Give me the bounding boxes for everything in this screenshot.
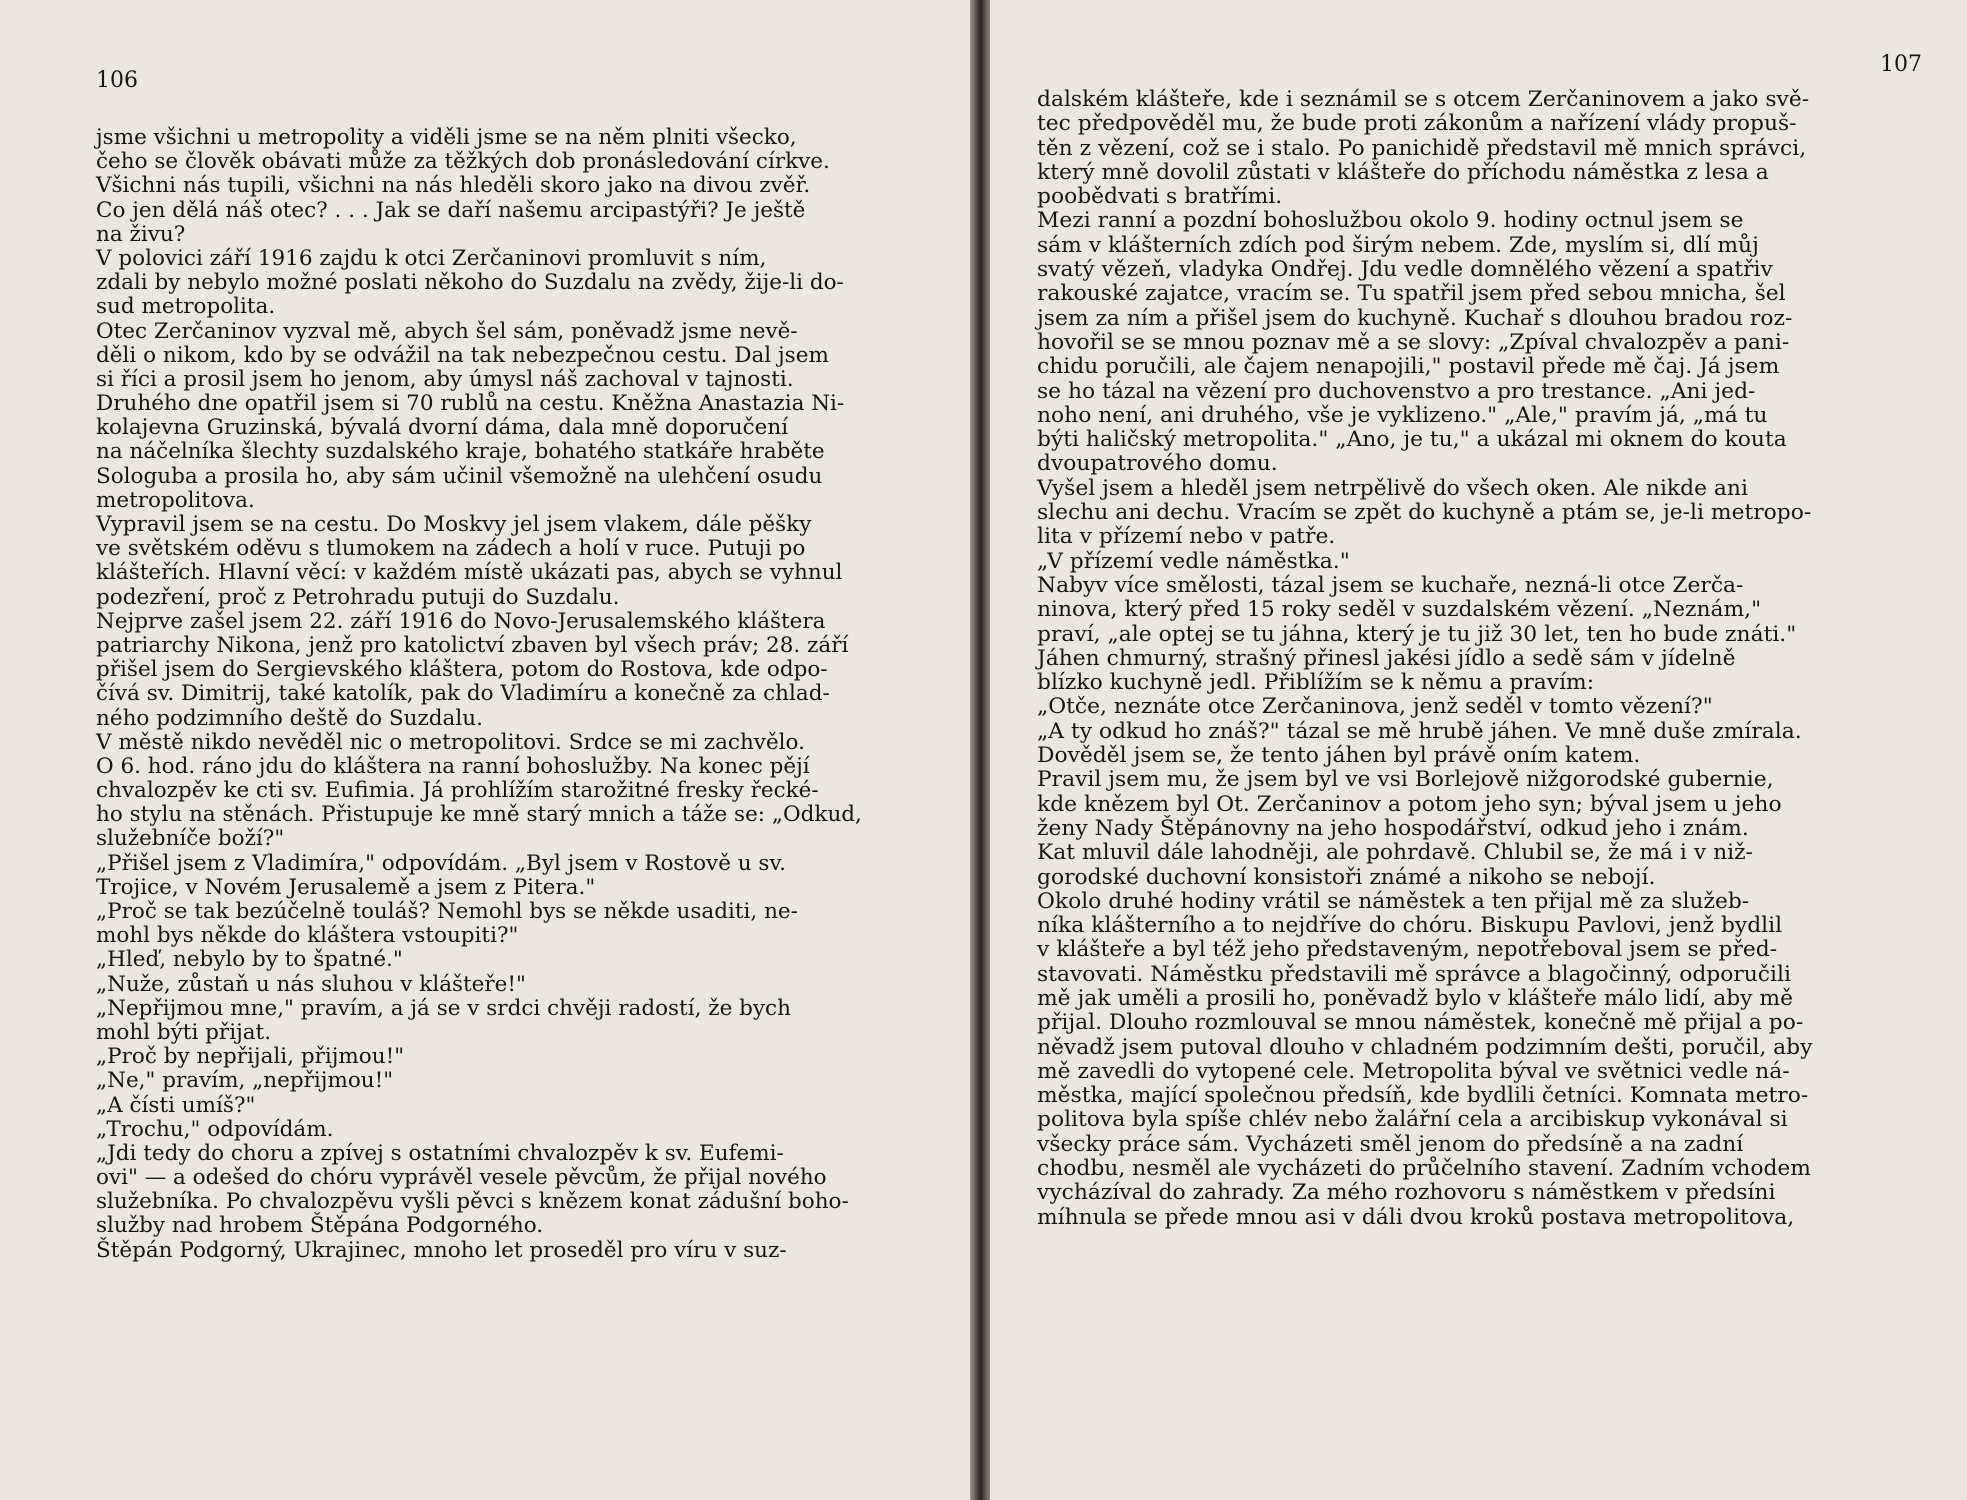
text-line: něvadž jsem putoval dlouho v chladném podzimním dešti, poručil, aby: [1037, 1034, 1813, 1060]
text-line: Mezi ranní a pozdní bohoslužbou okolo 9. hodiny octnul jsem se: [1037, 208, 1744, 234]
page-number: 106: [96, 68, 138, 93]
text-line: dvoupatrového domu.: [1037, 451, 1278, 477]
text-line: přišel jsem do Sergievského kláštera, potom do Rostova, kde odpo-: [96, 657, 828, 683]
text-line: „V přízemí vedle náměstka.": [1037, 548, 1350, 574]
text-line: gorodské duchovní konsistoři známé a nikoho se nebojí.: [1037, 864, 1656, 890]
text-line: „A ty odkud ho znáš?" tázal se mě hrubě jáhen. Ve mně duše zmírala.: [1037, 718, 1802, 744]
text-line: kolajevna Gruzinská, bývalá dvorní dáma, dala mně doporučení: [96, 415, 789, 441]
text-line: na živu?: [96, 221, 186, 247]
text-line: Štěpán Podgorný, Ukrajinec, mnoho let proseděl pro víru v suz-: [96, 1237, 787, 1263]
text-line: Nabyv více smělosti, tázal jsem se kuchaře, nezná-li otce Zerča-: [1037, 572, 1744, 598]
text-line: slechu ani dechu. Vracím se zpět do kuchyně a ptám se, je-li metropo-: [1037, 500, 1812, 526]
text-line: „A čísti umíš?": [96, 1092, 256, 1118]
text-line: služebníka. Po chvalozpěvu vyšli pěvci s knězem konat zádušní boho-: [96, 1189, 849, 1215]
text-line: čeho se člověk obávati může za těžkých dob pronásledování církve.: [96, 149, 830, 175]
text-line: „Nuže, zůstaň u nás sluhou v klášteře!": [96, 971, 526, 997]
text-line: v klášteře a byl též jeho představeným, nepotřeboval jsem se před-: [1037, 937, 1778, 963]
text-line: na náčelníka šlechty suzdalského kraje, bohatého statkáře hraběte: [96, 439, 825, 465]
text-line: „Otče, neznáte otce Zerčaninova, jenž seděl v tomto vězení?": [1037, 694, 1713, 720]
text-line: O 6. hod. ráno jdu do kláštera na ranní bohoslužby. Na konec pějí: [96, 753, 810, 779]
text-line: služby nad hrobem Štěpána Podgorného.: [96, 1213, 544, 1239]
text-line: níka klášterního a to nejdříve do chóru. Biskupu Pavlovi, jenž bydlil: [1037, 913, 1783, 939]
text-line: svatý vězeň, vladyka Ondřej. Jdu vedle domnělého vězení a spatřiv: [1037, 257, 1773, 283]
text-line: mě zavedli do vytopené cele. Metropolita býval ve světnici vedle ná-: [1037, 1058, 1790, 1084]
text-line: vycházíval do zahrady. Za mého rozhovoru s náměstkem v předsíni: [1037, 1180, 1776, 1206]
text-line: „Nepřijmou mne," pravím, a já se v srdci chvěji radostí, že bych: [96, 995, 791, 1021]
text-line: blízko kuchyně jedl. Přiblížím se k němu a pravím:: [1037, 670, 1595, 696]
text-line: ovi" — a odešed do chóru vyprávěl vesele pěvcům, že přijal nového: [96, 1165, 827, 1191]
text-line: Dověděl jsem se, že tento jáhen byl právě oním katem.: [1037, 743, 1641, 769]
text-line: Trojice, v Novém Jerusalemě a jsem z Pitera.": [96, 874, 596, 900]
book-gutter: [970, 0, 990, 1500]
text-line: mě jak uměli a prosili ho, poněvadž bylo v klášteře málo lidí, aby mě: [1037, 985, 1793, 1011]
text-line: služebníče boží?": [96, 826, 285, 852]
text-line: jsme všichni u metropolity a viděli jsme se na něm plniti všecko,: [96, 125, 797, 150]
text-line: chodbu, nesměl ale vycházeti do průčelního stavení. Zadním vchodem: [1037, 1156, 1811, 1182]
text-line: „Proč by nepřijali, přijmou!": [96, 1044, 405, 1070]
text-line: Otec Zerčaninov vyzval mě, abych šel sám, poněvadž jsme nevě-: [96, 318, 798, 344]
text-line: „Hleď, nebylo by to špatné.": [96, 947, 403, 973]
text-line: V polovici září 1916 zajdu k otci Zerčaninovi promluvit s ním,: [96, 245, 767, 271]
text-line: Okolo druhé hodiny vrátil se náměstek a ten přijal mě za služeb-: [1037, 888, 1750, 914]
text-line: chvalozpěv ke cti sv. Eufimia. Já prohlížím starožitné fresky řecké-: [96, 778, 819, 804]
text-line: Pravil jsem mu, že jsem byl ve vsi Borlejově nižgorodské gubernie,: [1037, 767, 1774, 793]
page-text: [1037, 88, 1897, 1230]
text-line: sud metropolita.: [96, 294, 276, 320]
text-line: sám v klášterních zdích pod širým nebem. Zde, myslím si, dlí můj: [1037, 232, 1759, 258]
text-line: „Proč se tak bezúčelně touláš? Nemohl bys se někde usaditi, ne-: [96, 899, 798, 924]
right-page: [990, 0, 1967, 1500]
text-line: ve světském oděvu s tlumokem na zádech a holí v ruce. Putuji po: [96, 536, 806, 562]
text-line: „Přišel jsem z Vladimíra," odpovídám. „Byl jsem v Rostově u sv.: [96, 850, 786, 876]
text-line: „Jdi tedy do choru a zpívej s ostatními chvalozpěv k sv. Eufemi-: [96, 1140, 784, 1166]
text-line: patriarchy Nikona, jenž pro katolictví zbaven byl všech práv; 28. září: [96, 632, 849, 658]
text-line: Jáhen chmurný, strašný přinesl jakési jídlo a sedě sám v jídelně: [1037, 645, 1736, 671]
text-line: býti haličský metropolita." „Ano, je tu," a ukázal mi oknem do kouta: [1037, 427, 1787, 453]
text-line: podezření, proč z Petrohradu putuji do Suzdalu.: [96, 584, 620, 610]
text-line: ho stylu na stěnách. Přistupuje ke mně starý mnich a táže se: „Odkud,: [96, 802, 862, 828]
text-line: stavovati. Náměstku představili mě správce a blagočinný, odporučili: [1037, 961, 1791, 987]
text-line: Druhého dne opatřil jsem si 70 rublů na cestu. Kněžna Anastazia Ni-: [96, 391, 845, 417]
text-line: hovořil se se mnou poznav mě a se slovy: „Zpíval chvalozpěv a pani-: [1037, 329, 1790, 355]
text-line: Co jen dělá náš otec? . . . Jak se daří našemu arcipastýři? Je ještě: [96, 197, 806, 223]
text-line: děli o nikom, kdo by se odvážil na tak nebezpečnou cestu. Dal jsem: [96, 342, 829, 368]
left-page: [0, 0, 970, 1500]
text-line: klášteřích. Hlavní věcí: v každém místě ukázati pas, abych se vyhnul: [96, 560, 843, 586]
text-line: si říci a prosil jsem ho jenom, aby úmysl náš zachoval v tajnosti.: [96, 366, 794, 392]
text-line: přijal. Dlouho rozmlouval se mnou náměstek, konečně mě přijal a po-: [1037, 1010, 1804, 1036]
text-line: lita v přízemí nebo v patře.: [1037, 524, 1336, 550]
text-line: jsem za ním a přišel jsem do kuchyně. Kuchař s dlouhou bradou roz-: [1037, 305, 1793, 331]
text-line: Vyšel jsem a hleděl jsem netrpělivě do všech oken. Ale nikde ani: [1037, 475, 1748, 501]
text-line: mohl býti přijat.: [96, 1019, 272, 1045]
text-line: metropolitova.: [96, 487, 255, 513]
text-line: těn z vězení, což se i stalo. Po panichidě představil mě mnich správci,: [1037, 135, 1807, 161]
text-line: chidu poručili, ale čajem nenapojili," postavil přede mě čaj. Já jsem: [1037, 354, 1780, 380]
text-line: „Trochu," odpovídám.: [96, 1116, 334, 1142]
text-line: Nejprve zašel jsem 22. září 1916 do Novo-Jerusalemského kláštera: [96, 608, 826, 634]
text-line: ninova, který před 15 roky seděl v suzdalském vězení. „Neznám,": [1037, 597, 1762, 623]
text-line: čívá sv. Dimitrij, také katolík, pak do Vladimíru a konečně za chlad-: [96, 681, 830, 707]
text-line: rakouské zajatce, vracím se. Tu spatřil jsem před sebou mnicha, šel: [1037, 281, 1786, 307]
text-line: tec předpověděl mu, že bude proti zákonům a nařízení vlády propuš-: [1037, 111, 1797, 137]
text-line: ného podzimního deště do Suzdalu.: [96, 705, 483, 731]
text-line: zdali by nebylo možné poslati někoho do Suzdalu na zvědy, žije-li do-: [96, 270, 844, 296]
text-line: Všichni nás tupili, všichni na nás hleděli skoro jako na divou zvěř.: [96, 173, 811, 199]
text-line: který mně dovolil zůstati v klášteře do příchodu náměstka z lesa a: [1037, 159, 1769, 185]
text-line: Sologuba a prosila ho, aby sám učinil všemožně na ulehčení osudu: [96, 463, 823, 489]
text-line: noho není, ani druhého, vše je vyklizeno." „Ale," pravím já, „má tu: [1037, 402, 1768, 428]
text-line: poobědvati s bratřími.: [1037, 184, 1283, 210]
text-line: praví, „ale optej se tu jáhna, který je tu již 30 let, ten ho bude znáti.": [1037, 621, 1797, 647]
text-line: politova byla spíše chlév nebo žalářní cela a arcibiskup vykonával si: [1037, 1107, 1788, 1133]
text-line: Kat mluvil dále lahodněji, ale pohrdavě. Chlubil se, že má i v niž-: [1037, 840, 1753, 866]
text-line: míhnula se přede mnou asi v dáli dvou kroků postava metropolitova,: [1037, 1204, 1795, 1230]
text-line: dalském klášteře, kde i seznámil se s otcem Zerčaninovem a jako svě-: [1037, 87, 1810, 112]
text-line: Vypravil jsem se na cestu. Do Moskvy jel jsem vlakem, dále pěšky: [96, 512, 812, 537]
text-line: V městě nikdo nevěděl nic o metropolitovi. Srdce se mi zachvělo.: [96, 729, 805, 755]
text-line: „Ne," pravím, „nepřijmou!": [96, 1068, 394, 1094]
page-number: 107: [1880, 52, 1922, 77]
text-line: ženy Nady Štěpánovny na jeho hospodářství, odkud jeho i znám.: [1037, 815, 1749, 841]
text-line: kde knězem byl Ot. Zerčaninov a potom jeho syn; býval jsem u jeho: [1037, 791, 1782, 817]
text-line: mohl bys někde do kláštera vstoupiti?": [96, 923, 519, 949]
text-line: městka, mající společnou předsíň, kde bydlili četníci. Komnata metro-: [1037, 1083, 1809, 1109]
text-line: se ho tázal na vězení pro duchovenstvo a pro trestance. „Ani jed-: [1037, 378, 1756, 404]
text-line: všecky práce sám. Vycházeti směl jenom do předsíně a na zadní: [1037, 1131, 1744, 1157]
page-text: [96, 126, 941, 1263]
